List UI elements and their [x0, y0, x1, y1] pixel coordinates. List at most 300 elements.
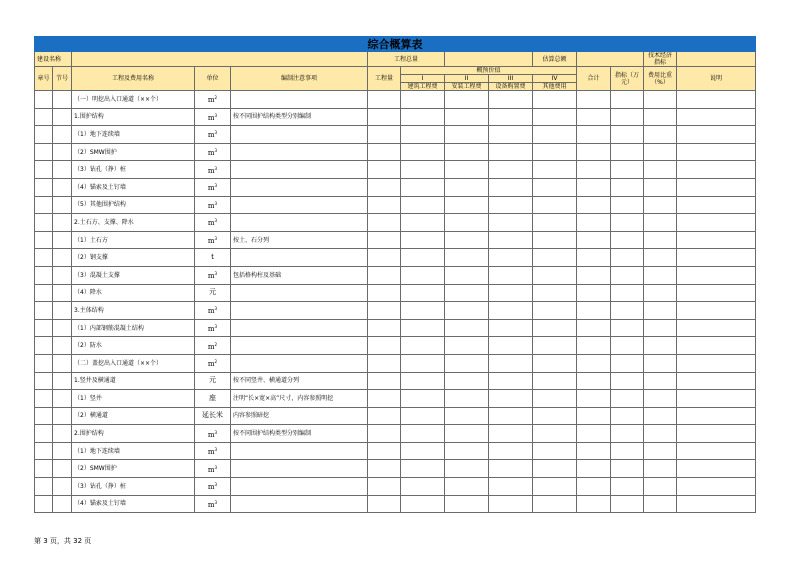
data-cell[interactable] [401, 407, 445, 425]
data-cell[interactable] [611, 407, 644, 425]
data-cell[interactable] [533, 407, 577, 425]
data-cell[interactable] [445, 390, 489, 408]
unit-cell[interactable] [195, 178, 231, 196]
note-cell[interactable] [231, 161, 368, 179]
data-cell[interactable] [644, 178, 677, 196]
data-cell[interactable] [489, 354, 533, 372]
data-cell[interactable] [611, 495, 644, 513]
data-cell[interactable] [611, 319, 644, 337]
unit-cell[interactable] [195, 425, 231, 443]
data-cell[interactable] [401, 460, 445, 478]
data-cell[interactable] [489, 231, 533, 249]
data-cell[interactable] [53, 337, 72, 355]
data-cell[interactable] [489, 319, 533, 337]
data-cell[interactable] [368, 460, 401, 478]
data-cell[interactable] [644, 161, 677, 179]
data-cell[interactable] [445, 284, 489, 302]
note-cell[interactable] [231, 91, 368, 109]
data-cell[interactable] [445, 178, 489, 196]
data-cell[interactable] [644, 495, 677, 513]
data-cell[interactable] [644, 390, 677, 408]
item-name-cell[interactable]: （2）钢支撑 [72, 249, 195, 267]
unit-cell[interactable] [195, 337, 231, 355]
data-cell[interactable] [53, 354, 72, 372]
data-cell[interactable] [445, 108, 489, 126]
data-cell[interactable] [368, 249, 401, 267]
data-cell[interactable] [489, 407, 533, 425]
data-cell[interactable] [644, 126, 677, 144]
data-cell[interactable] [577, 407, 611, 425]
data-cell[interactable] [368, 161, 401, 179]
data-cell[interactable] [611, 161, 644, 179]
data-cell[interactable] [368, 354, 401, 372]
data-cell[interactable] [445, 354, 489, 372]
data-cell[interactable] [445, 372, 489, 390]
data-cell[interactable] [677, 442, 756, 460]
data-cell[interactable] [368, 126, 401, 144]
note-cell[interactable]: 内容参照暗挖 [231, 407, 368, 425]
item-name-cell[interactable]: 3.主体结构 [72, 302, 195, 320]
data-cell[interactable] [445, 161, 489, 179]
item-name-cell[interactable]: （1）土石方 [72, 231, 195, 249]
data-cell[interactable] [445, 249, 489, 267]
data-cell[interactable] [677, 126, 756, 144]
data-cell[interactable] [53, 478, 72, 496]
total-qty-value[interactable] [445, 52, 533, 67]
unit-cell[interactable] [195, 126, 231, 144]
data-cell[interactable] [644, 108, 677, 126]
data-cell[interactable] [35, 495, 53, 513]
estimate-total-value[interactable] [577, 52, 644, 67]
data-cell[interactable] [53, 126, 72, 144]
data-cell[interactable] [644, 460, 677, 478]
unit-cell[interactable] [195, 91, 231, 109]
data-cell[interactable] [533, 161, 577, 179]
data-cell[interactable] [489, 161, 533, 179]
data-cell[interactable] [445, 407, 489, 425]
data-cell[interactable] [53, 302, 72, 320]
data-cell[interactable] [401, 178, 445, 196]
data-cell[interactable] [677, 108, 756, 126]
item-name-cell[interactable]: （3）钻孔（挣）桩 [72, 478, 195, 496]
data-cell[interactable] [35, 478, 53, 496]
data-cell[interactable] [445, 495, 489, 513]
note-cell[interactable] [231, 214, 368, 232]
item-name-cell[interactable]: （1）地下连续墙 [72, 126, 195, 144]
data-cell[interactable] [401, 214, 445, 232]
data-cell[interactable] [644, 249, 677, 267]
data-cell[interactable] [677, 319, 756, 337]
data-cell[interactable] [35, 302, 53, 320]
data-cell[interactable] [489, 372, 533, 390]
unit-cell[interactable] [195, 302, 231, 320]
data-cell[interactable] [53, 161, 72, 179]
data-cell[interactable] [611, 196, 644, 214]
project-name-value[interactable] [72, 52, 368, 67]
data-cell[interactable] [368, 407, 401, 425]
data-cell[interactable] [401, 108, 445, 126]
data-cell[interactable] [677, 231, 756, 249]
data-cell[interactable] [368, 266, 401, 284]
data-cell[interactable] [53, 231, 72, 249]
data-cell[interactable] [611, 126, 644, 144]
data-cell[interactable] [677, 143, 756, 161]
data-cell[interactable] [401, 126, 445, 144]
data-cell[interactable] [445, 425, 489, 443]
note-cell[interactable] [231, 319, 368, 337]
data-cell[interactable] [644, 442, 677, 460]
data-cell[interactable] [489, 178, 533, 196]
data-cell[interactable] [401, 319, 445, 337]
data-cell[interactable] [611, 478, 644, 496]
data-cell[interactable] [53, 372, 72, 390]
data-cell[interactable] [644, 319, 677, 337]
data-cell[interactable] [53, 266, 72, 284]
data-cell[interactable] [644, 372, 677, 390]
data-cell[interactable] [611, 390, 644, 408]
data-cell[interactable] [489, 126, 533, 144]
data-cell[interactable] [401, 495, 445, 513]
note-cell[interactable]: 按不同围护结构类型分别编制 [231, 425, 368, 443]
tech-econ-value[interactable] [677, 52, 756, 67]
data-cell[interactable] [533, 249, 577, 267]
data-cell[interactable] [368, 337, 401, 355]
data-cell[interactable] [489, 390, 533, 408]
data-cell[interactable] [35, 214, 53, 232]
data-cell[interactable] [677, 178, 756, 196]
data-cell[interactable] [489, 478, 533, 496]
item-name-cell[interactable]: （1）地下连续墙 [72, 442, 195, 460]
data-cell[interactable] [401, 372, 445, 390]
item-name-cell[interactable]: （2）SMW围护 [72, 143, 195, 161]
data-cell[interactable] [577, 372, 611, 390]
data-cell[interactable] [401, 337, 445, 355]
data-cell[interactable] [611, 91, 644, 109]
data-cell[interactable] [644, 266, 677, 284]
data-cell[interactable] [35, 337, 53, 355]
data-cell[interactable] [577, 337, 611, 355]
data-cell[interactable] [533, 319, 577, 337]
data-cell[interactable] [445, 337, 489, 355]
data-cell[interactable] [489, 460, 533, 478]
data-cell[interactable] [577, 442, 611, 460]
data-cell[interactable] [489, 249, 533, 267]
data-cell[interactable] [577, 196, 611, 214]
data-cell[interactable] [401, 478, 445, 496]
unit-cell[interactable] [195, 478, 231, 496]
data-cell[interactable] [489, 284, 533, 302]
data-cell[interactable] [53, 108, 72, 126]
data-cell[interactable] [533, 442, 577, 460]
data-cell[interactable] [368, 91, 401, 109]
data-cell[interactable] [533, 495, 577, 513]
data-cell[interactable] [533, 390, 577, 408]
data-cell[interactable] [401, 231, 445, 249]
data-cell[interactable] [677, 266, 756, 284]
data-cell[interactable] [401, 266, 445, 284]
unit-cell[interactable] [195, 266, 231, 284]
data-cell[interactable] [445, 196, 489, 214]
data-cell[interactable] [368, 425, 401, 443]
note-cell[interactable] [231, 178, 368, 196]
item-name-cell[interactable]: 1.围护结构 [72, 108, 195, 126]
unit-cell[interactable] [195, 231, 231, 249]
unit-cell[interactable] [195, 108, 231, 126]
data-cell[interactable] [489, 302, 533, 320]
data-cell[interactable] [577, 460, 611, 478]
data-cell[interactable] [368, 108, 401, 126]
data-cell[interactable] [401, 196, 445, 214]
item-name-cell[interactable]: 2.围护结构 [72, 425, 195, 443]
note-cell[interactable] [231, 249, 368, 267]
data-cell[interactable] [644, 91, 677, 109]
data-cell[interactable] [677, 249, 756, 267]
data-cell[interactable] [489, 214, 533, 232]
data-cell[interactable] [611, 425, 644, 443]
data-cell[interactable] [677, 460, 756, 478]
data-cell[interactable] [53, 319, 72, 337]
data-cell[interactable] [644, 284, 677, 302]
note-cell[interactable] [231, 442, 368, 460]
data-cell[interactable] [611, 143, 644, 161]
data-cell[interactable] [577, 319, 611, 337]
data-cell[interactable] [677, 372, 756, 390]
data-cell[interactable] [368, 495, 401, 513]
data-cell[interactable] [401, 284, 445, 302]
data-cell[interactable] [577, 284, 611, 302]
unit-cell[interactable] [195, 390, 231, 408]
data-cell[interactable] [677, 302, 756, 320]
data-cell[interactable] [53, 91, 72, 109]
data-cell[interactable] [53, 214, 72, 232]
note-cell[interactable]: 按不同围护结构类型分别编制 [231, 108, 368, 126]
unit-cell[interactable] [195, 372, 231, 390]
data-cell[interactable] [368, 390, 401, 408]
data-cell[interactable] [445, 460, 489, 478]
data-cell[interactable] [611, 249, 644, 267]
data-cell[interactable] [35, 249, 53, 267]
data-cell[interactable] [368, 302, 401, 320]
note-cell[interactable]: 按土、石分列 [231, 231, 368, 249]
note-cell[interactable] [231, 196, 368, 214]
data-cell[interactable] [489, 442, 533, 460]
data-cell[interactable] [611, 284, 644, 302]
note-cell[interactable]: 包括格构柱及基础 [231, 266, 368, 284]
note-cell[interactable] [231, 126, 368, 144]
data-cell[interactable] [35, 196, 53, 214]
data-cell[interactable] [489, 143, 533, 161]
data-cell[interactable] [489, 266, 533, 284]
unit-cell[interactable] [195, 249, 231, 267]
note-cell[interactable]: 按不同竖井、横通道分列 [231, 372, 368, 390]
data-cell[interactable] [445, 231, 489, 249]
data-cell[interactable] [577, 231, 611, 249]
data-cell[interactable] [577, 478, 611, 496]
unit-cell[interactable] [195, 196, 231, 214]
note-cell[interactable] [231, 302, 368, 320]
note-cell[interactable] [231, 284, 368, 302]
unit-cell[interactable] [195, 284, 231, 302]
data-cell[interactable] [611, 231, 644, 249]
data-cell[interactable] [368, 231, 401, 249]
data-cell[interactable] [677, 91, 756, 109]
data-cell[interactable] [368, 143, 401, 161]
data-cell[interactable] [35, 442, 53, 460]
data-cell[interactable] [533, 478, 577, 496]
data-cell[interactable] [368, 284, 401, 302]
data-cell[interactable] [368, 196, 401, 214]
data-cell[interactable] [401, 302, 445, 320]
data-cell[interactable] [644, 354, 677, 372]
data-cell[interactable] [401, 390, 445, 408]
note-cell[interactable] [231, 478, 368, 496]
data-cell[interactable] [577, 266, 611, 284]
data-cell[interactable] [644, 196, 677, 214]
unit-cell[interactable] [195, 319, 231, 337]
note-cell[interactable] [231, 460, 368, 478]
data-cell[interactable] [577, 161, 611, 179]
data-cell[interactable] [35, 425, 53, 443]
data-cell[interactable] [533, 126, 577, 144]
data-cell[interactable] [35, 460, 53, 478]
unit-cell[interactable] [195, 495, 231, 513]
data-cell[interactable] [489, 337, 533, 355]
data-cell[interactable] [533, 214, 577, 232]
item-name-cell[interactable]: （3）混凝土支撑 [72, 266, 195, 284]
data-cell[interactable] [577, 495, 611, 513]
data-cell[interactable] [611, 266, 644, 284]
data-cell[interactable] [489, 196, 533, 214]
data-cell[interactable] [368, 319, 401, 337]
data-cell[interactable] [53, 442, 72, 460]
data-cell[interactable] [533, 108, 577, 126]
data-cell[interactable] [533, 178, 577, 196]
data-cell[interactable] [644, 143, 677, 161]
data-cell[interactable] [401, 354, 445, 372]
data-cell[interactable] [611, 442, 644, 460]
data-cell[interactable] [401, 249, 445, 267]
data-cell[interactable] [445, 302, 489, 320]
data-cell[interactable] [35, 372, 53, 390]
data-cell[interactable] [644, 425, 677, 443]
data-cell[interactable] [401, 425, 445, 443]
data-cell[interactable] [35, 284, 53, 302]
data-cell[interactable] [577, 249, 611, 267]
data-cell[interactable] [35, 390, 53, 408]
data-cell[interactable] [35, 231, 53, 249]
data-cell[interactable] [677, 354, 756, 372]
data-cell[interactable] [677, 196, 756, 214]
item-name-cell[interactable]: （4）降水 [72, 284, 195, 302]
item-name-cell[interactable]: （2）防水 [72, 337, 195, 355]
data-cell[interactable] [445, 214, 489, 232]
data-cell[interactable] [644, 302, 677, 320]
data-cell[interactable] [577, 143, 611, 161]
data-cell[interactable] [677, 407, 756, 425]
data-cell[interactable] [35, 161, 53, 179]
data-cell[interactable] [445, 442, 489, 460]
data-cell[interactable] [53, 460, 72, 478]
data-cell[interactable] [445, 319, 489, 337]
data-cell[interactable] [611, 214, 644, 232]
data-cell[interactable] [644, 478, 677, 496]
data-cell[interactable] [644, 214, 677, 232]
unit-cell[interactable] [195, 354, 231, 372]
data-cell[interactable] [677, 390, 756, 408]
item-name-cell[interactable]: （1）竖井 [72, 390, 195, 408]
data-cell[interactable] [35, 126, 53, 144]
data-cell[interactable] [489, 425, 533, 443]
data-cell[interactable] [445, 126, 489, 144]
data-cell[interactable] [401, 161, 445, 179]
data-cell[interactable] [577, 126, 611, 144]
data-cell[interactable] [445, 143, 489, 161]
data-cell[interactable] [611, 302, 644, 320]
data-cell[interactable] [533, 372, 577, 390]
data-cell[interactable] [577, 425, 611, 443]
item-name-cell[interactable]: 2.土石方、支撑、降水 [72, 214, 195, 232]
note-cell[interactable] [231, 337, 368, 355]
data-cell[interactable] [533, 231, 577, 249]
data-cell[interactable] [53, 178, 72, 196]
data-cell[interactable] [53, 407, 72, 425]
data-cell[interactable] [677, 161, 756, 179]
data-cell[interactable] [677, 214, 756, 232]
data-cell[interactable] [489, 91, 533, 109]
data-cell[interactable] [533, 354, 577, 372]
item-name-cell[interactable]: （2）横通道 [72, 407, 195, 425]
data-cell[interactable] [644, 407, 677, 425]
data-cell[interactable] [577, 302, 611, 320]
data-cell[interactable] [577, 108, 611, 126]
data-cell[interactable] [35, 407, 53, 425]
data-cell[interactable] [35, 354, 53, 372]
data-cell[interactable] [577, 354, 611, 372]
item-name-cell[interactable]: （2）SMW围护 [72, 460, 195, 478]
data-cell[interactable] [611, 372, 644, 390]
data-cell[interactable] [368, 478, 401, 496]
data-cell[interactable] [533, 196, 577, 214]
data-cell[interactable] [533, 425, 577, 443]
data-cell[interactable] [53, 143, 72, 161]
note-cell[interactable] [231, 354, 368, 372]
data-cell[interactable] [35, 91, 53, 109]
item-name-cell[interactable]: （1）内部钢筋混凝土结构 [72, 319, 195, 337]
data-cell[interactable] [53, 425, 72, 443]
data-cell[interactable] [577, 91, 611, 109]
unit-cell[interactable] [195, 460, 231, 478]
data-cell[interactable] [611, 178, 644, 196]
data-cell[interactable] [533, 266, 577, 284]
item-name-cell[interactable]: （4）锚索及土钉墙 [72, 178, 195, 196]
note-cell[interactable] [231, 143, 368, 161]
data-cell[interactable] [35, 108, 53, 126]
item-name-cell[interactable]: （3）钻孔（挣）桩 [72, 161, 195, 179]
data-cell[interactable] [401, 143, 445, 161]
item-name-cell[interactable]: 1.竖井及横通道 [72, 372, 195, 390]
data-cell[interactable] [53, 390, 72, 408]
data-cell[interactable] [577, 214, 611, 232]
item-name-cell[interactable]: （5）其他围护结构 [72, 196, 195, 214]
data-cell[interactable] [533, 143, 577, 161]
data-cell[interactable] [611, 460, 644, 478]
data-cell[interactable] [53, 495, 72, 513]
data-cell[interactable] [611, 108, 644, 126]
data-cell[interactable] [53, 249, 72, 267]
data-cell[interactable] [577, 390, 611, 408]
unit-cell[interactable] [195, 143, 231, 161]
data-cell[interactable] [368, 442, 401, 460]
